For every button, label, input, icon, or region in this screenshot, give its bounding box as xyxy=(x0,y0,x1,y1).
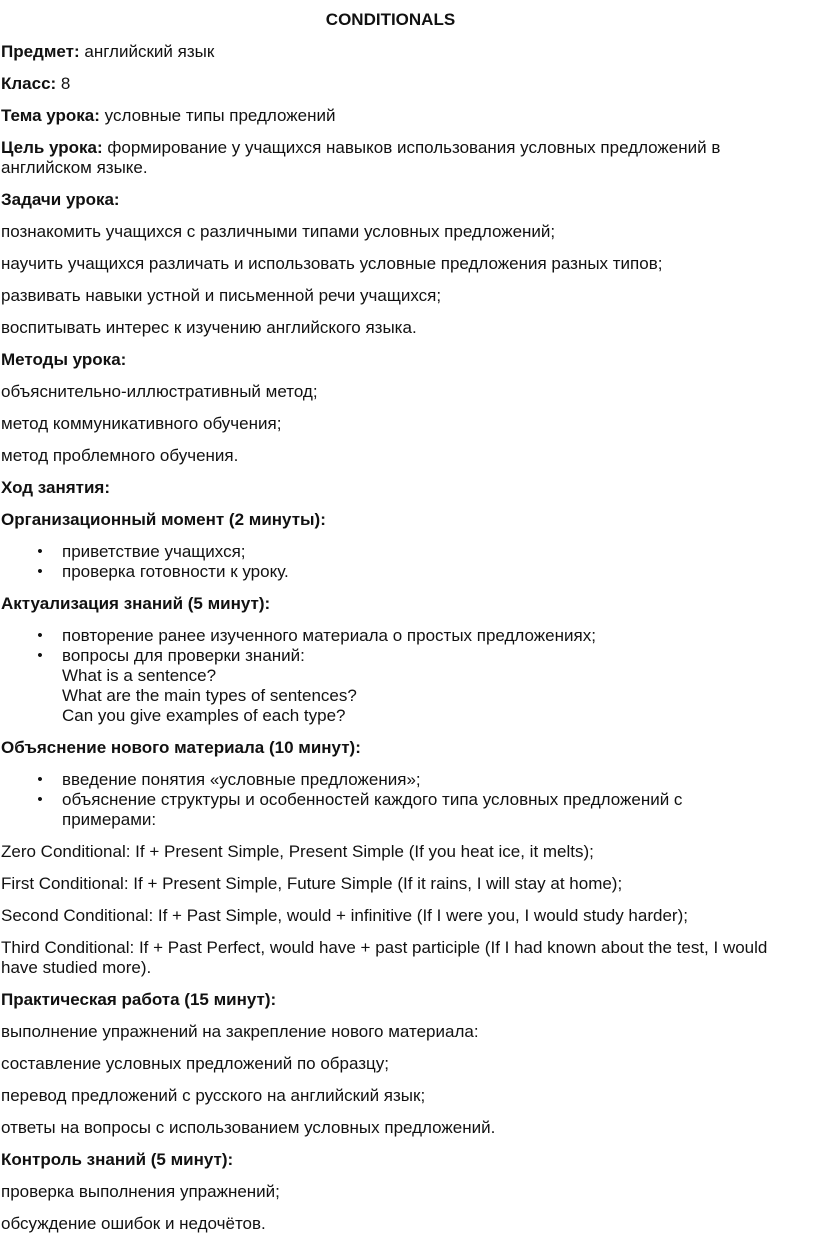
topic-value: условные типы предложений xyxy=(99,106,336,125)
method-item: метод проблемного обучения. xyxy=(1,446,239,465)
task-item: познакомить учащихся с различными типами условных предложений; xyxy=(1,222,556,241)
bullet-icon: • xyxy=(37,771,43,788)
bullet-icon: • xyxy=(37,563,43,580)
org-heading: Организационный момент (2 минуты): xyxy=(1,510,326,529)
list-item xyxy=(1,626,780,646)
question-line: Can you give examples of each type? xyxy=(62,706,346,725)
list-item-text: повторение ранее изученного материала о простых предложениях; xyxy=(62,626,596,645)
list-item xyxy=(1,542,780,562)
subject-label: Предмет: xyxy=(1,42,80,61)
grade-line xyxy=(1,74,780,94)
grade-label: Класс: xyxy=(1,74,57,93)
list-item xyxy=(1,790,780,830)
bullet-icon: • xyxy=(37,791,43,808)
practice-heading: Практическая работа (15 минут): xyxy=(1,990,277,1009)
actual-list xyxy=(1,626,780,726)
question-line: What are the main types of sentences? xyxy=(62,686,357,705)
topic-line xyxy=(1,106,780,126)
conditional-type: First Conditional: If + Present Simple, Future Simple (If it rains, I will stay at home); xyxy=(1,874,623,893)
practice-item: ответы на вопросы с использованием условных предложений. xyxy=(1,1118,496,1137)
subject-value: английский язык xyxy=(79,42,215,61)
question-line: What is a sentence? xyxy=(62,666,217,685)
goal-line xyxy=(1,138,780,178)
list-item-text: проверка готовности к уроку. xyxy=(62,562,289,581)
method-item: объяснительно-иллюстративный метод; xyxy=(1,382,318,401)
org-list xyxy=(1,542,780,582)
practice-item: выполнение упражнений на закрепление нового материала: xyxy=(1,1022,479,1041)
tasks-heading: Задачи урока: xyxy=(1,190,120,209)
goal-value: формирование у учащихся навыков использования условных предложений в английском языке. xyxy=(1,138,721,177)
course-heading: Ход занятия: xyxy=(1,478,111,497)
conditional-type: Second Conditional: If + Past Simple, would + infinitive (If I were you, I would study harder); xyxy=(1,906,688,925)
conditional-type: Zero Conditional: If + Present Simple, Present Simple (If you heat ice, it melts); xyxy=(1,842,594,861)
list-item-text: вопросы для проверки знаний: xyxy=(62,646,305,665)
task-item: воспитывать интерес к изучению английского языка. xyxy=(1,318,417,337)
page-title: CONDITIONALS xyxy=(325,10,456,29)
conditional-type: Third Conditional: If + Past Perfect, would have + past participle (If I had known about the test, I would have studied more). xyxy=(1,938,768,977)
task-item: научить учащихся различать и использовать условные предложения разных типов; xyxy=(1,254,663,273)
actual-heading: Актуализация знаний (5 минут): xyxy=(1,594,271,613)
topic-label: Тема урока: xyxy=(1,106,100,125)
list-item-text: объяснение структуры и особенностей каждого типа условных предложений с примерами: xyxy=(62,790,683,829)
grade-value: 8 xyxy=(56,74,71,93)
practice-item: перевод предложений с русского на английский язык; xyxy=(1,1086,426,1105)
task-item: развивать навыки устной и письменной речи учащихся; xyxy=(1,286,442,305)
subject-line xyxy=(1,42,780,62)
list-item-text: приветствие учащихся; xyxy=(62,542,246,561)
method-item: метод коммуникативного обучения; xyxy=(1,414,282,433)
goal-label: Цель урока: xyxy=(1,138,103,157)
bullet-icon: • xyxy=(37,647,43,664)
control-heading: Контроль знаний (5 минут): xyxy=(1,1150,234,1169)
control-item: обсуждение ошибок и недочётов. xyxy=(1,1214,266,1233)
list-item-text: введение понятия «условные предложения»; xyxy=(62,770,421,789)
control-item: проверка выполнения упражнений; xyxy=(1,1182,280,1201)
methods-heading: Методы урока: xyxy=(1,350,127,369)
practice-item: составление условных предложений по образцу; xyxy=(1,1054,390,1073)
bullet-icon: • xyxy=(37,627,43,644)
list-item xyxy=(1,770,780,790)
explain-heading: Объяснение нового материала (10 минут): xyxy=(1,738,361,757)
list-item xyxy=(1,646,780,726)
explain-list xyxy=(1,770,780,830)
bullet-icon: • xyxy=(37,543,43,560)
list-item xyxy=(1,562,780,582)
